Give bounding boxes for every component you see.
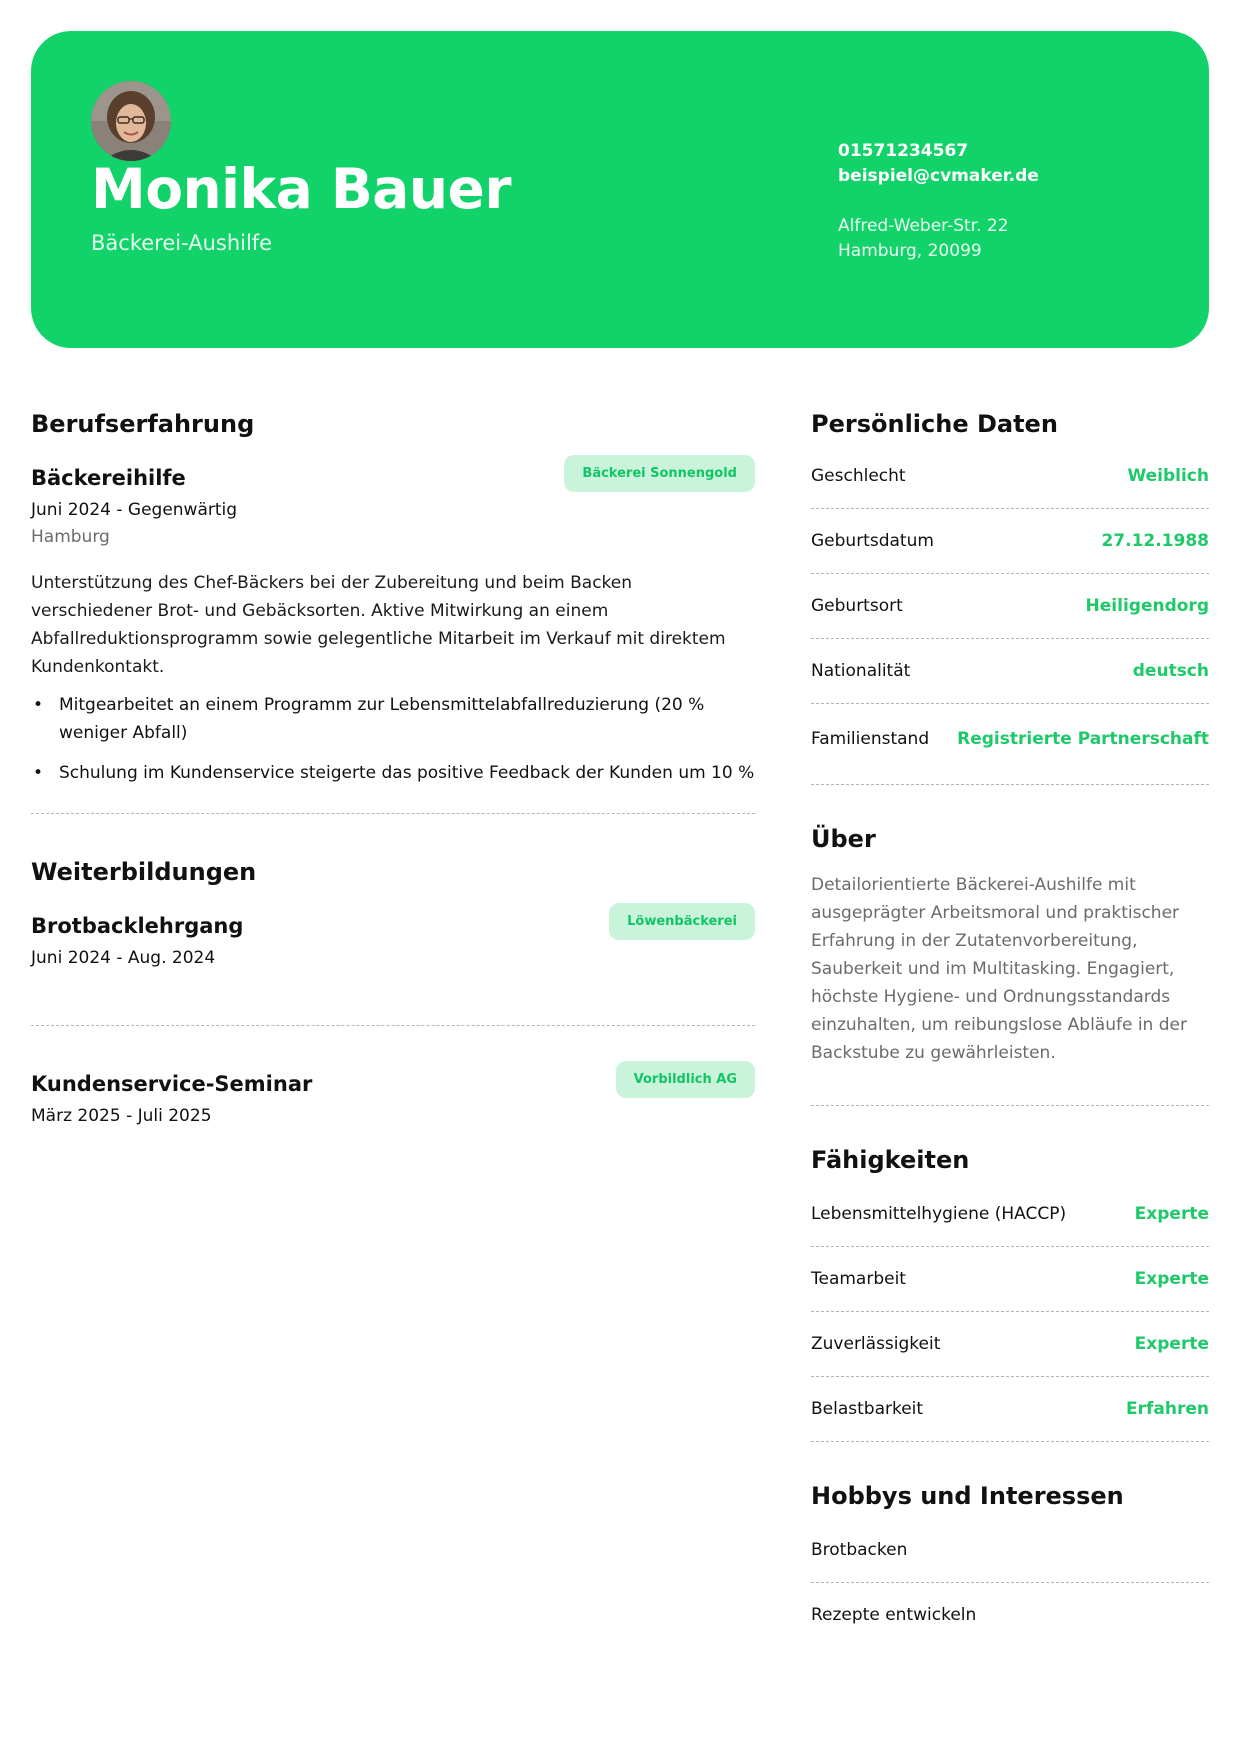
skill-name: Zuverlässigkeit — [811, 1334, 941, 1354]
row-label: Geburtsdatum — [811, 531, 934, 551]
experience-heading: Berufserfahrung — [31, 410, 255, 438]
row-value: Weiblich — [1127, 466, 1209, 486]
personal-row — [811, 574, 1209, 638]
skill-name: Belastbarkeit — [811, 1399, 924, 1419]
about-heading: Über — [811, 825, 876, 853]
course-date: März 2025 - Juli 2025 — [31, 1106, 212, 1126]
divider — [31, 813, 755, 814]
contact-block — [838, 139, 1039, 264]
skills-list — [811, 1182, 1209, 1442]
right-column — [811, 410, 1209, 1647]
candidate-role: Bäckerei-Aushilfe — [91, 231, 273, 255]
personal-row — [811, 639, 1209, 703]
skill-level: Experte — [1134, 1334, 1209, 1354]
education-heading: Weiterbildungen — [31, 858, 257, 886]
divider — [31, 1025, 755, 1026]
hobby-item — [811, 1583, 1209, 1647]
address-street: Alfred-Weber-Str. 22 — [838, 216, 1009, 236]
profile-photo — [91, 81, 171, 161]
skills-heading: Fähigkeiten — [811, 1146, 970, 1174]
skill-row — [811, 1312, 1209, 1376]
hobbies-heading: Hobbys und Interessen — [811, 1482, 1124, 1510]
row-value: deutsch — [1132, 661, 1209, 681]
skill-row — [811, 1247, 1209, 1311]
personal-row — [811, 444, 1209, 508]
row-label: Geburtsort — [811, 596, 903, 616]
skill-row — [811, 1182, 1209, 1246]
row-label: Familienstand — [811, 729, 930, 749]
job-date: Juni 2024 - Gegenwärtig — [31, 500, 238, 520]
institution-badge: Vorbildlich AG — [616, 1061, 755, 1098]
job-achievements — [31, 691, 755, 787]
education-entry — [31, 1072, 755, 1126]
row-value: Heiligendorg — [1085, 596, 1209, 616]
hobby-label: Brotbacken — [811, 1540, 908, 1560]
job-description: Unterstützung des Chef-Bäckers bei der Zubereitung und beim Backen verschiedener Brot- und Gebäcksorten. Aktive Mitwirkung an einem Abfallreduktionsprogramm sowie gelegentliche Mitarbeit im Verkauf mit direktem Kundenkontakt. — [31, 573, 726, 677]
job-title: Bäckereihilfe — [31, 466, 186, 490]
skill-level: Erfahren — [1126, 1399, 1209, 1419]
personal-heading: Persönliche Daten — [811, 410, 1058, 438]
skill-level: Experte — [1134, 1204, 1209, 1224]
phone-number: 01571234567 — [838, 141, 969, 161]
course-title: Brotbacklehrgang — [31, 914, 244, 938]
left-column — [31, 410, 755, 1126]
row-value: 27.12.1988 — [1101, 531, 1209, 551]
avatar — [91, 81, 171, 161]
company-badge: Bäckerei Sonnengold — [564, 455, 755, 492]
about-text: Detailorientierte Bäckerei-Aushilfe mit ausgeprägter Arbeitsmoral und praktischer Erfahrung in der Zutatenvorbereitung, Sauberkeit und im Multitasking. Engagiert, höchste Hygiene- und Ordnungsstandards einzuhalten, um reibungslose Abläufe in der Backstube zu gewährleisten. — [811, 875, 1187, 1063]
header-banner — [31, 31, 1209, 348]
hobby-item — [811, 1518, 1209, 1582]
divider — [811, 1105, 1209, 1106]
experience-entry — [31, 466, 755, 787]
skill-name: Lebensmittelhygiene (HACCP) — [811, 1204, 1067, 1224]
skill-name: Teamarbeit — [811, 1269, 906, 1289]
list-item: • Schulung im Kundenservice steigerte das positive Feedback der Kunden um 10 % — [31, 759, 755, 787]
divider — [811, 1441, 1209, 1442]
candidate-name: Monika Bauer — [91, 157, 511, 221]
address-city: Hamburg, 20099 — [838, 241, 982, 261]
row-label: Nationalität — [811, 661, 911, 681]
divider — [811, 784, 1209, 785]
hobby-label: Rezepte entwickeln — [811, 1605, 977, 1625]
course-date: Juni 2024 - Aug. 2024 — [31, 948, 216, 968]
hobbies-list — [811, 1518, 1209, 1647]
list-item: • Mitgearbeitet an einem Programm zur Lebensmittelabfallreduzierung (20 % weniger Abfall) — [31, 691, 755, 747]
education-entry — [31, 914, 755, 968]
email-address: beispiel@cvmaker.de — [838, 166, 1039, 186]
institution-badge: Löwenbäckerei — [609, 903, 755, 940]
job-location: Hamburg — [31, 527, 110, 547]
personal-row — [811, 704, 1209, 774]
personal-data-list — [811, 444, 1209, 785]
course-title: Kundenservice-Seminar — [31, 1072, 313, 1096]
personal-row — [811, 509, 1209, 573]
row-value: Registrierte Partnerschaft — [957, 729, 1209, 749]
skill-row — [811, 1377, 1209, 1441]
skill-level: Experte — [1134, 1269, 1209, 1289]
row-label: Geschlecht — [811, 466, 906, 486]
